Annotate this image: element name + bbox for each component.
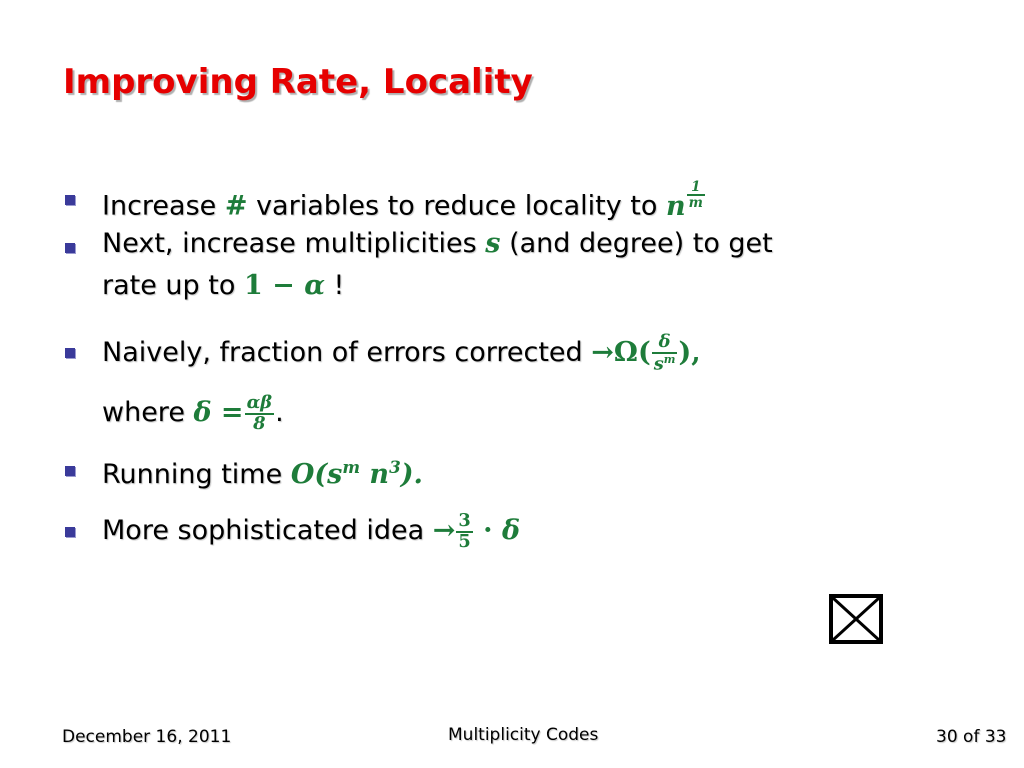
bullet-marker xyxy=(65,527,75,537)
bullet-item-2-cont: rate up to 1 − α ! xyxy=(102,270,345,301)
bullet-marker xyxy=(65,348,75,358)
bullet-item-4: Running time $O(s^m$ $n^3$). xyxy=(102,457,423,491)
bullet-item-1: Increase # variables to reduce locality to n $\frac{1}{m}$ xyxy=(102,180,706,223)
arrow-icon: → xyxy=(432,515,456,547)
bullet-item-3-cont: where δ = $\frac{\alpha\beta}{8}$ . xyxy=(102,392,284,434)
math-n-power: n $\frac{1}{m}$ xyxy=(665,179,703,222)
math-hash: # xyxy=(224,190,248,222)
math-s: s xyxy=(485,228,501,259)
bullet-marker xyxy=(65,243,75,253)
math-running-time: $O(s^m$ $n^3$). xyxy=(290,457,423,491)
footer-date: December 16, 2011 xyxy=(62,727,232,747)
bullet-item-3: Naively, fraction of errors corrected →Ω( $\frac{\delta}{s^m}$ ), xyxy=(102,331,701,375)
arrow-icon: → xyxy=(591,337,614,369)
bullet-marker xyxy=(65,466,75,476)
bullet-item-2: Next, increase multiplicities s (and degree) to get xyxy=(102,228,773,259)
slide-title: Improving Rate, Locality xyxy=(63,62,533,102)
bullet-marker xyxy=(65,195,75,205)
footer-page-number: 30 of 33 xyxy=(936,727,1007,747)
qed-box-icon xyxy=(829,594,883,644)
bullet-item-5: More sophisticated idea → $\frac{3}{5}$ · δ xyxy=(102,510,520,552)
footer-title: Multiplicity Codes xyxy=(448,725,599,745)
